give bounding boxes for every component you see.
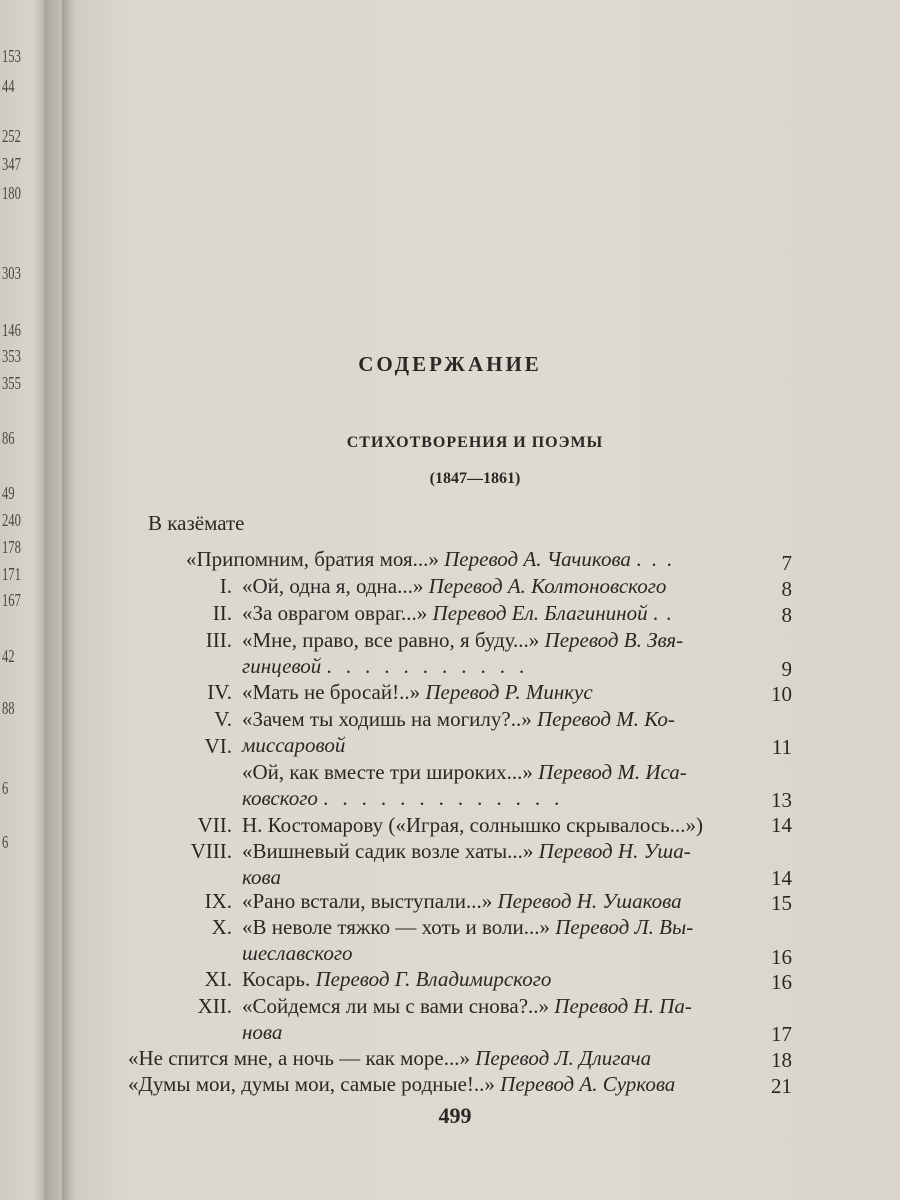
toc-entry <box>242 601 679 626</box>
toc-entry-title: «Припомним, братия моя...» <box>186 547 439 571</box>
toc-page-number: 18 <box>771 1048 792 1072</box>
toc-entry-translator-cont: миссаровой <box>242 733 346 757</box>
toc-entry-translator: Перевод Н. Ушакова <box>497 889 682 913</box>
left-page-edge <box>0 0 46 1200</box>
toc-entry-translator: Перевод В. Звя- <box>544 628 684 652</box>
toc-entry-title: «Думы мои, думы мои, самые родные!..» <box>128 1072 495 1096</box>
toc-entry-translator: Перевод А. Чачикова <box>444 547 631 571</box>
toc-entry-translator: Перевод А. Колтоновского <box>428 574 667 598</box>
toc-entry-translator: Перевод Н. Уша- <box>538 839 691 863</box>
toc-entry-continuation <box>242 733 345 758</box>
toc-entry-number: VIII. <box>190 839 232 863</box>
left-page-number: 303 <box>2 263 21 283</box>
section-years: (1847—1861) <box>429 470 521 487</box>
toc-page-number: 8 <box>781 603 792 627</box>
toc-entry-translator: Перевод Ел. Благининой <box>432 601 648 625</box>
toc-entry-number: IV. <box>207 680 232 704</box>
left-page-number: 171 <box>2 564 21 584</box>
toc-entry-title: «Зачем ты ходишь на могилу?..» <box>242 707 532 731</box>
left-page-number: 146 <box>2 320 21 340</box>
toc-page-number: 16 <box>771 945 792 969</box>
toc-entry-continuation <box>242 1020 282 1045</box>
toc-entry-number: VII. <box>197 813 232 837</box>
toc-page-number: 9 <box>781 657 792 681</box>
toc-entry-number: I. <box>219 574 232 598</box>
contents-title: СОДЕРЖАНИЕ <box>358 352 542 376</box>
toc-entry-title: «Вишневый садик возле хаты...» <box>242 839 534 863</box>
toc-entry <box>242 707 675 732</box>
toc-entry <box>242 680 593 705</box>
toc-entry-translator: Перевод Г. Владимирского <box>315 967 552 991</box>
left-page-number: 88 <box>2 698 15 718</box>
toc-leader-dots: .. <box>652 601 680 625</box>
toc-entry <box>242 994 692 1019</box>
toc-entry-number: VI. <box>204 734 232 758</box>
toc-entry-number: V. <box>214 707 232 731</box>
toc-entry-title: Н. Костомарову («Играя, солнышко скрывалось...») <box>242 813 703 837</box>
toc-entry-title: «В неволе тяжко — хоть и воли...» <box>242 915 550 939</box>
toc-entry-translator: Перевод А. Суркова <box>500 1072 676 1096</box>
toc-entry-translator-cont: нова <box>242 1020 283 1044</box>
toc-entry-continuation <box>242 941 353 966</box>
toc-page-number: 17 <box>771 1022 792 1046</box>
left-page-number: 42 <box>2 646 15 666</box>
toc-page-number: 16 <box>771 970 792 994</box>
toc-entry-translator: Перевод М. Иса- <box>538 760 687 784</box>
toc-leader-dots: ........... <box>326 654 539 678</box>
toc-entry-translator: Перевод Н. Па- <box>554 994 692 1018</box>
left-page-number: 153 <box>2 46 21 66</box>
toc-entry-number: IX. <box>204 889 232 913</box>
left-page-number: 167 <box>2 590 21 610</box>
toc-entry <box>128 1072 675 1097</box>
page-gutter-shadow <box>62 0 76 1200</box>
toc-page-number: 14 <box>771 866 792 890</box>
toc-entry-translator-cont: гинцевой <box>242 654 322 678</box>
toc-entry <box>242 813 703 838</box>
toc-entry-translator: Перевод Л. Длигача <box>475 1046 652 1070</box>
left-page-number: 355 <box>2 373 21 393</box>
toc-entry-title: «За оврагом овраг...» <box>242 601 428 625</box>
toc-entry-title: Косарь. <box>242 967 311 991</box>
toc-entry-translator: Перевод М. Ко- <box>536 707 675 731</box>
toc-entry-continuation <box>242 654 538 679</box>
left-page-number: 86 <box>2 428 15 448</box>
toc-entry-continuation <box>242 786 573 811</box>
left-page-number: 44 <box>2 76 15 96</box>
toc-entry-translator-cont: шеславского <box>242 941 353 965</box>
left-page-number: 240 <box>2 510 21 530</box>
left-page-number: 180 <box>2 183 21 203</box>
toc-entry <box>242 889 682 914</box>
toc-entry <box>186 547 682 572</box>
left-page-number: 6 <box>2 832 9 852</box>
toc-leader-dots: ... <box>636 547 682 571</box>
toc-entry-translator: Перевод Р. Минкус <box>425 680 593 704</box>
toc-entry-translator-cont: кова <box>242 865 281 889</box>
left-page-number: 49 <box>2 483 15 503</box>
toc-entry <box>128 1046 651 1071</box>
toc-entry-number: III. <box>205 628 232 652</box>
toc-entry-title: «Сойдемся ли мы с вами снова?..» <box>242 994 550 1018</box>
toc-page-number: 21 <box>771 1074 792 1098</box>
toc-entry-translator-cont: ковского <box>242 786 318 810</box>
toc-entry-number: II. <box>212 601 232 625</box>
toc-page-number: 13 <box>771 788 792 812</box>
toc-entry-title: «Не спится мне, а ночь — как море...» <box>128 1046 470 1070</box>
toc-entry-number: XI. <box>204 967 232 991</box>
toc-entry-title: «Мне, право, все равно, я буду...» <box>242 628 540 652</box>
left-page-number: 252 <box>2 126 21 146</box>
toc-group-heading: В казёмате <box>148 511 245 535</box>
toc-entry <box>242 915 693 940</box>
toc-entry-title: «Рано встали, выступали...» <box>242 889 493 913</box>
toc-leader-dots: ............. <box>323 786 574 810</box>
toc-entry-continuation <box>242 865 281 890</box>
toc-entry-title: «Ой, одна я, одна...» <box>242 574 424 598</box>
toc-entry-number: X. <box>211 915 232 939</box>
toc-page-number: 8 <box>781 577 792 601</box>
left-page-number: 353 <box>2 346 21 366</box>
toc-page-number: 10 <box>771 682 792 706</box>
left-page-number: 347 <box>2 154 21 174</box>
toc-entry <box>242 628 683 653</box>
toc-entry <box>242 839 691 864</box>
toc-page-number: 15 <box>771 891 792 915</box>
toc-entry <box>242 574 666 599</box>
toc-page-number: 11 <box>771 735 792 759</box>
toc-entry <box>242 967 551 992</box>
toc-entry-translator: Перевод Л. Вы- <box>555 915 694 939</box>
left-page-number: 178 <box>2 537 21 557</box>
page-number: 499 <box>438 1103 472 1128</box>
toc-entry <box>242 760 687 785</box>
toc-entry-number: XII. <box>197 994 232 1018</box>
toc-entry-title: «Мать не бросай!..» <box>242 680 421 704</box>
section-heading: СТИХОТВОРЕНИЯ И ПОЭМЫ <box>346 434 604 451</box>
toc-page-number: 7 <box>781 551 792 575</box>
toc-entry-title: «Ой, как вместе три широких...» <box>242 760 533 784</box>
toc-page-number: 14 <box>771 813 792 837</box>
left-page-number: 6 <box>2 778 9 798</box>
